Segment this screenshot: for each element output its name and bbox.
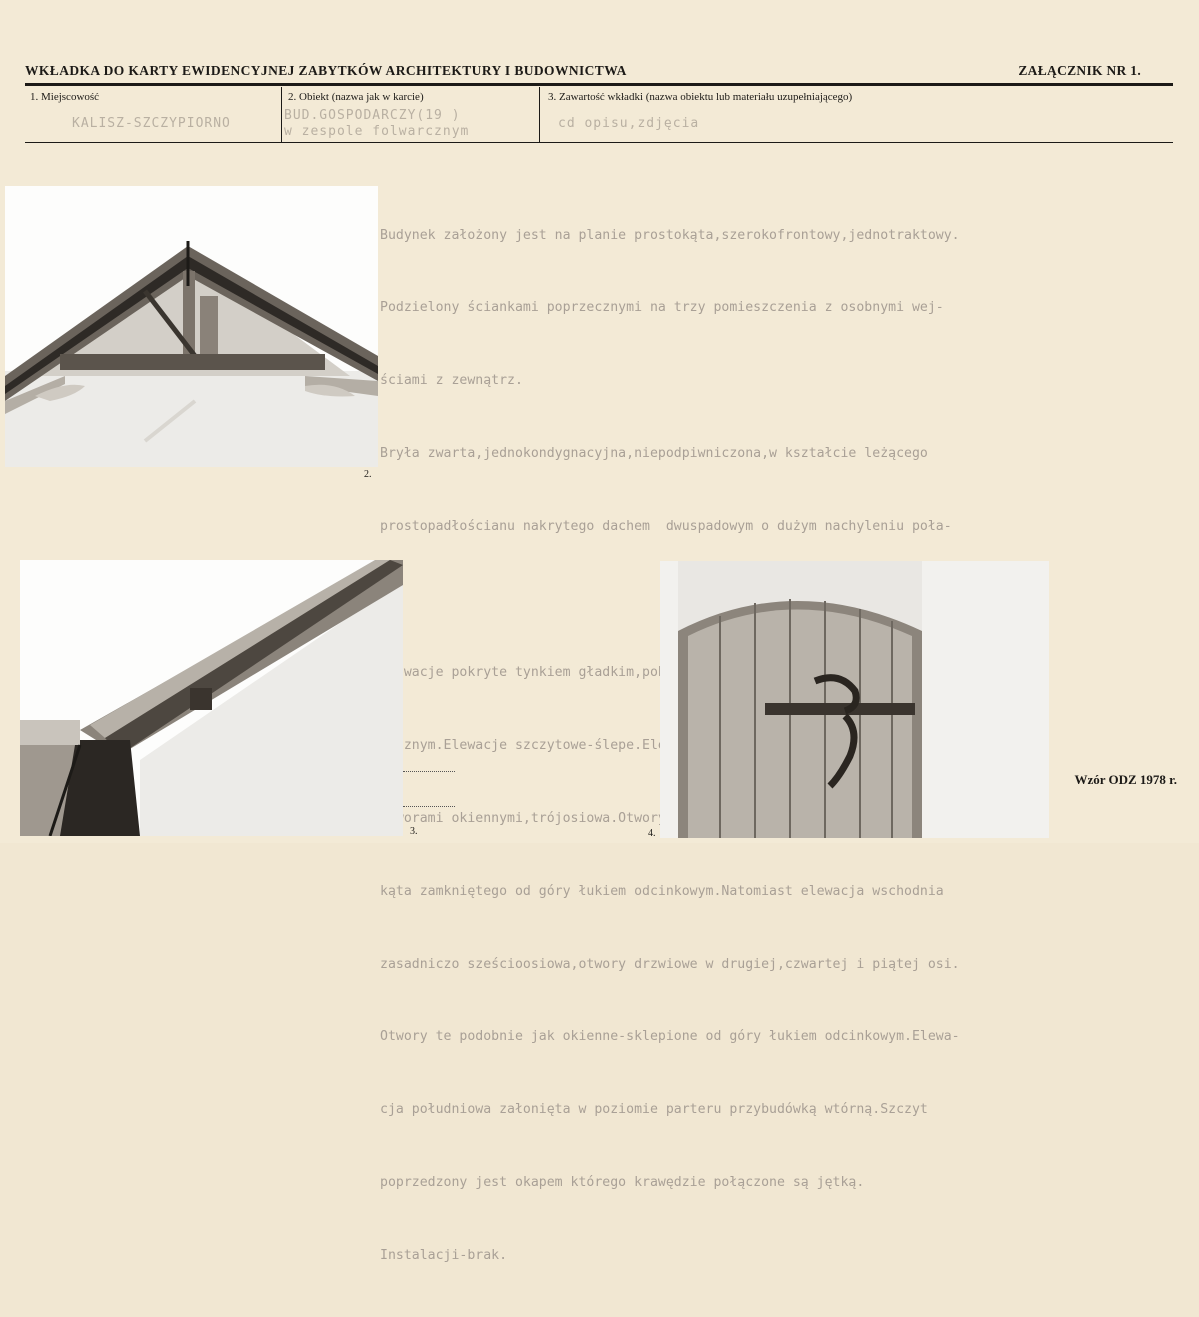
photo-3-number: 3. xyxy=(410,826,418,837)
field-locality-value: KALISZ-SZCZYPIORNO xyxy=(72,116,231,131)
description-line: nicznym.Elewacje szczytowe-ślepe.Elewacja xyxy=(380,737,706,753)
field-object-value: BUD.GOSPODARCZY(19 ) xyxy=(284,108,461,123)
description-line: cja południowa załonięta w poziomie parteru przybudówką wtórną.Szczyt xyxy=(380,1102,928,1118)
photo-2-number: 2. xyxy=(364,469,372,480)
field-locality-label: 1. Miejscowość xyxy=(30,91,100,103)
field-separator xyxy=(281,87,282,142)
attachment-number: ZAŁĄCZNIK NR 1. xyxy=(1018,63,1141,78)
description-line: prostopadłościanu nakrytego dachem dwuspadowym o dużym nachyleniu poła- xyxy=(380,519,952,535)
description-line: otworami okiennymi,trójosiowa.Otwory xyxy=(380,810,666,826)
description-line: Instalacji-brak. xyxy=(380,1248,508,1264)
form-footer: Wzór ODZ 1978 r. xyxy=(1074,772,1177,787)
photo-door xyxy=(660,561,1049,838)
photo-4-number: 4. xyxy=(648,828,656,839)
field-object-value-line2: w zespole folwarcznym xyxy=(284,124,470,139)
document-title: WKŁADKA DO KARTY EWIDENCYJNEJ ZABYTKÓW ARCHITEKTURY I BUDOWNICTWA xyxy=(25,63,627,78)
dotted-line xyxy=(403,806,455,807)
description-line: Bryła zwarta,jednokondygnacyjna,niepodpiwniczona,w kształcie leżącego xyxy=(380,446,928,462)
description-line: Elewacje pokryte tynkiem gładkim,pobielone,o xyxy=(380,664,730,680)
description-line: zasadniczo sześcioosiowa,otwory drzwiowe w drugiej,czwartej i piątej osi. xyxy=(380,956,960,972)
description-line: kąta zamkniętego od góry łukiem odcinkowym.Natomiast elewacja wschodnia xyxy=(380,883,944,899)
description-line: Otwory te podobnie jak okienne-sklepione od góry łukiem odcinkowym.Elewa- xyxy=(380,1029,960,1045)
description-line: ściami z zewnątrz. xyxy=(380,373,523,389)
fields-bottom-rule xyxy=(25,142,1173,143)
description-line: poprzedzony jest okapem którego krawędzie połączone są jętką. xyxy=(380,1175,865,1191)
photo-gable xyxy=(5,186,378,467)
header-rule xyxy=(25,83,1173,86)
field-object-label: 2. Obiekt (nazwa jak w karcie) xyxy=(288,91,424,103)
field-contents-value: cd opisu,zdjęcia xyxy=(558,116,700,131)
dotted-line xyxy=(403,771,455,772)
description-line: Budynek założony jest na planie prostokąta,szerokofrontowy,jednotraktowy. xyxy=(380,227,960,243)
description-line: Podzielony ściankami poprzecznymi na trzy pomieszczenia z osobnymi wej- xyxy=(380,300,944,316)
photo-eave xyxy=(20,560,403,836)
field-contents-label: 3. Zawartość wkładki (nazwa obiektu lub materiału uzupełniającego) xyxy=(548,91,853,103)
field-separator xyxy=(539,87,540,142)
